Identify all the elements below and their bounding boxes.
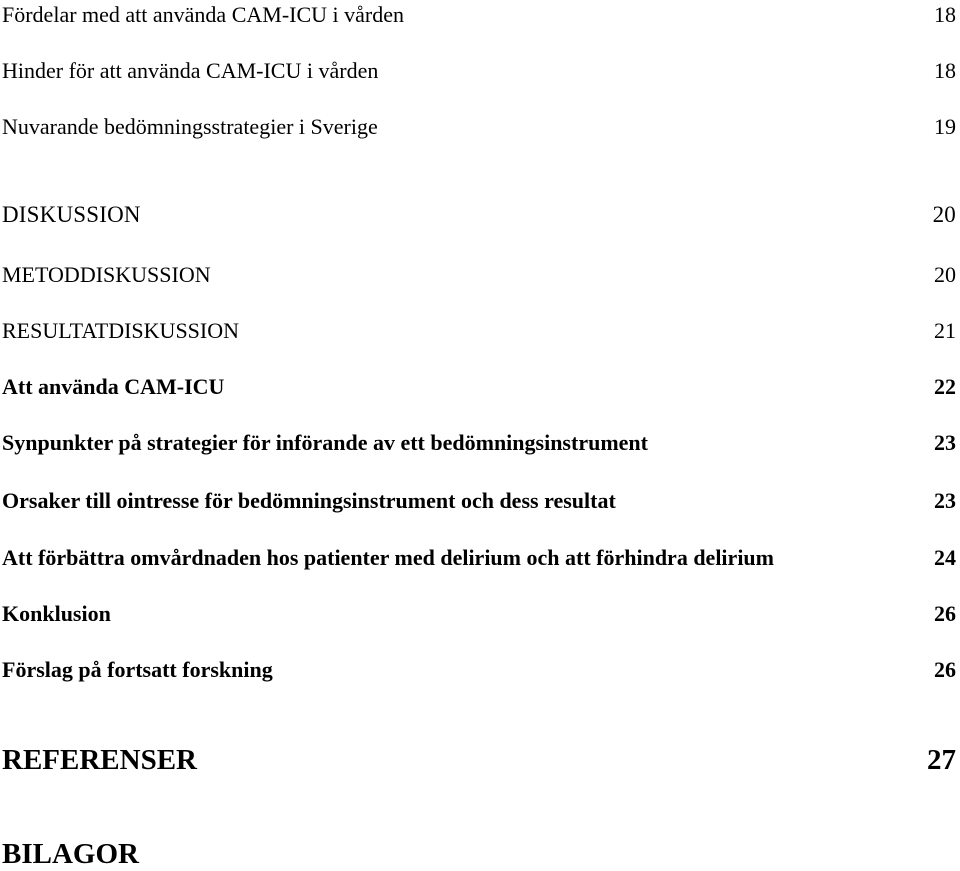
toc-entry-title: Nuvarande bedömningsstrategier i Sverige: [2, 114, 378, 139]
toc-entry-title: Konklusion: [2, 601, 111, 626]
toc-entry-page: 27: [927, 744, 956, 776]
toc-entry-title: METODDISKUSSION: [2, 262, 211, 287]
toc-entry-page: 21: [934, 318, 956, 343]
toc-entry-page: 20: [932, 202, 956, 227]
toc-entry-title: Förslag på fortsatt forskning: [2, 657, 273, 682]
toc-entry-page: 22: [934, 374, 956, 399]
toc-entry-page: 24: [934, 545, 956, 570]
toc-entry-title: DISKUSSION: [2, 202, 141, 227]
toc-entry-page: 26: [934, 657, 956, 682]
toc-entry-title: RESULTATDISKUSSION: [2, 318, 240, 343]
toc-main-entry[interactable]: [2, 838, 956, 871]
toc-entry[interactable]: [2, 545, 956, 571]
toc-entry[interactable]: [2, 430, 956, 456]
toc-entry[interactable]: [2, 262, 956, 288]
toc-entry-page: 20: [934, 262, 956, 287]
toc-entry[interactable]: [2, 657, 956, 683]
toc-entry-page: 18: [934, 58, 956, 83]
toc-entry[interactable]: [2, 318, 956, 344]
toc-entry-title: Hinder för att använda CAM-ICU i vården: [2, 58, 379, 83]
toc-entry-page: 18: [934, 2, 956, 27]
toc-entry[interactable]: [2, 2, 956, 28]
toc-entry-title: Synpunkter på strategier för införande av ett bedömningsinstrument: [2, 430, 648, 455]
toc-entry-title: Att förbättra omvårdnaden hos patienter med delirium och att förhindra delirium: [2, 545, 774, 570]
toc-chapter-entry[interactable]: [2, 202, 956, 228]
toc-entry-page: 23: [934, 488, 956, 513]
toc-entry-page: 26: [934, 601, 956, 626]
toc-entry[interactable]: [2, 488, 956, 514]
toc-entry-title: Fördelar med att använda CAM-ICU i vården: [2, 2, 404, 27]
toc-entry-title: REFERENSER: [2, 744, 197, 776]
toc-entry-title: Att använda CAM-ICU: [2, 374, 225, 399]
toc-entry[interactable]: [2, 374, 956, 400]
toc-entry-page: 23: [934, 430, 956, 455]
toc-main-entry[interactable]: [2, 744, 956, 777]
toc-entry-title: BILAGOR: [2, 838, 139, 870]
toc-entry[interactable]: [2, 601, 956, 627]
toc-entry[interactable]: [2, 114, 956, 140]
toc-entry-title: Orsaker till ointresse för bedömningsinstrument och dess resultat: [2, 488, 616, 513]
toc-entry-page: 19: [934, 114, 956, 139]
toc-entry[interactable]: [2, 58, 956, 84]
